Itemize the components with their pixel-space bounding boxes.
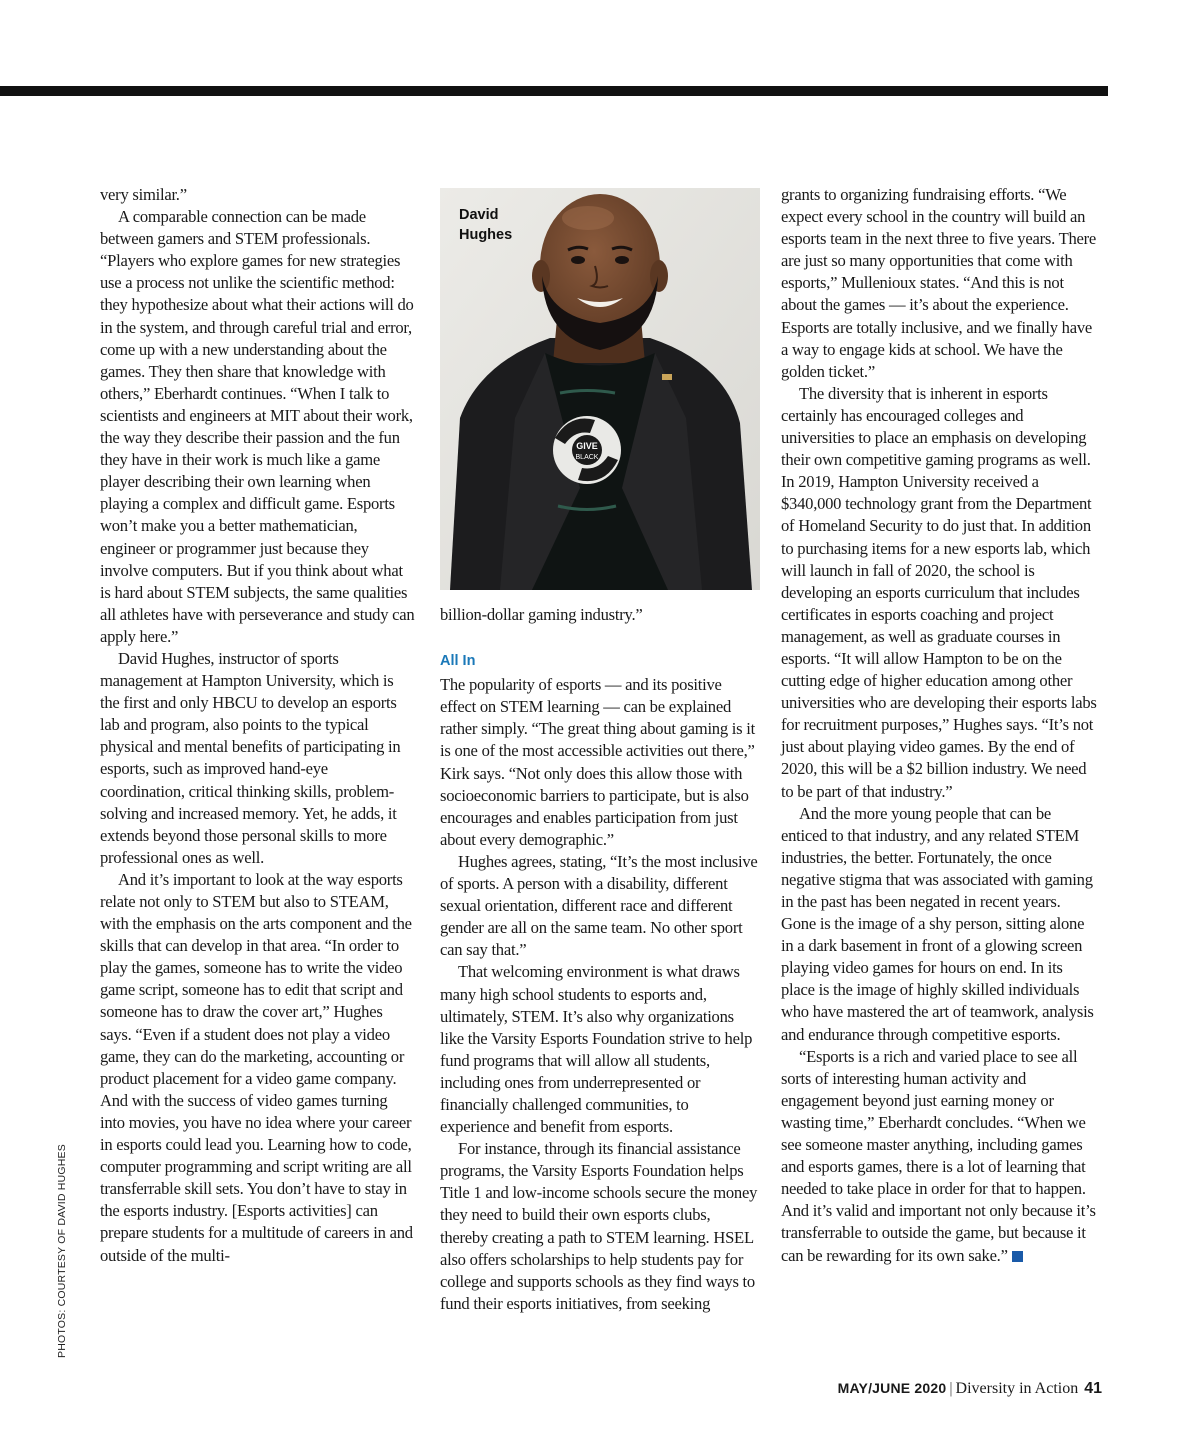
paragraph: A comparable connection can be made between gamers and STEM professionals. “Players who explore games for new strategies use a process not unlike the scientific method: they hypothesize about what their actions will do in the system, and through careful trial and error, come up with a new understanding about the games. They then share that knowledge with others,” Eberhardt continues. “When I talk to scientists and engineers at MIT about their work, the way they describe their passion and the fun they have in their work is much like a game player describing their own learning when playing a complex and difficult game. Esports won’t make you a better mathematician, engineer or programmer just because they involve computers. But if you think about what is hard about STEM subjects, the same qualities all athletes have with perseverance and study can apply here.” [100, 207, 415, 646]
issue-date: MAY/JUNE 2020 [837, 1380, 947, 1396]
section-subhead: All In [440, 653, 476, 670]
shirt-text: BLACK [575, 454, 599, 461]
paragraph: Hughes agrees, stating, “It’s the most inclusive of sports. A person with a disability, different sexual orientation, different race and different gender are all on the same team. No other sport can say that.” [440, 851, 758, 960]
paragraph: grants to organizing fundraising efforts. “We expect every school in the country will build an esports team in the next three to five years. There are just so many opportunities that come with esports,” Mullenioux states. “And this is not about the games — it’s about the experience. Esports are totally inclusive, and we finally have a way to engage kids at school. We have the golden ticket.” [781, 185, 1097, 381]
magazine-name: Diversity in Action [955, 1380, 1079, 1397]
paragraph: For instance, through its financial assistance programs, the Varsity Esports Foundation helps Title 1 and low-income schools secure the money they need to build their own esports clubs, thereby creating a path to STEM learning. HSEL also offers scholarships to help students pay for college and supports schools as they find ways to fund their esports initiatives, from seeking [440, 1139, 758, 1313]
paragraph: David Hughes, instructor of sports management at Hampton University, which is the first and only HBCU to develop an esports lab and program, also points to the typical physical and mental benefits of participating in esports, such as improved hand-eye coordination, critical thinking skills, problem-solving and increased memory. Yet, he adds, it extends beyond those personal skills to more professional ones as well. [100, 648, 401, 867]
article-column-2 [440, 604, 758, 1315]
paragraph: billion-dollar gaming industry.” [440, 605, 643, 624]
portrait-illustration [440, 188, 760, 590]
caption-line: David [459, 207, 499, 223]
paragraph-text: “Esports is a rich and varied place to see all sorts of interesting human activity and engagement beyond just earning money or wasting time,” Eberhardt concludes. “When we see someone master anything, including games and esports games, there is a lot of learning that needed to take place in order for that to happen. And it’s valid and important not only because it’s transferrable to outside the game, but because it can be rewarding for its own sake.” [781, 1046, 1096, 1265]
article-column-3 [781, 184, 1099, 1267]
page-number: 41 [1084, 1380, 1102, 1397]
portrait-photo [440, 188, 760, 590]
end-of-article-mark [1012, 1251, 1023, 1262]
shirt-text: GIVE [576, 441, 598, 451]
paragraph: The popularity of esports — and its positive effect on STEM learning — can be explained rather simply. “The great thing about gaming is it is one of the most accessible activities out there,” Kirk says. “Not only does this allow those with socioeconomic barriers to participate, but is also encourages and enables participation from just about every demographic.” [440, 675, 755, 849]
photo-caption [459, 205, 512, 245]
top-rule [0, 86, 1108, 96]
caption-line: Hughes [459, 227, 513, 243]
paragraph: And the more young people that can be enticed to that industry, and any related STEM industries, the better. Fortunately, the once negative stigma that was associated with gaming in the past has been negated in recent years. Gone is the image of a shy person, sitting alone in a dark basement in front of a glowing screen playing video games for hours on end. In its place is the image of highly skilled individuals who have mastered the art of teamwork, analysis and endurance through competitive esports. [781, 803, 1094, 1044]
paragraph: The diversity that is inherent in esports certainly has encouraged colleges and universities to place an emphasis on developing their own competitive gaming programs as well. In 2019, Hampton University received a $340,000 technology grant from the Department of Homeland Security to do just that. In addition to purchasing items for a new esports lab, which will launch in fall of 2020, the school is developing an esports curriculum that includes certificates in esports coaching and project management, as well as graduate courses in esports. “It will allow Hampton to be on the cutting edge of higher education among other universities who are developing their esports labs for recruitment purposes,” Hughes says. “It’s not just about playing video games. By the end of 2020, this will be a $2 billion industry. We need to be part of that industry.” [781, 383, 1097, 801]
paragraph [781, 1046, 1099, 1267]
paragraph: That welcoming environment is what draws many high school students to esports and, ultimately, STEM. It’s also why organizations like the Varsity Esports Foundation strive to help fund programs that will allow all students, including ones from underrepresented or financially challenged communities, to experience and benefit from esports. [440, 962, 753, 1137]
photo-credit: PHOTOS: COURTESY OF DAVID HUGHES [56, 1144, 68, 1358]
folio-separator: | [949, 1380, 953, 1397]
article-column-1 [100, 184, 415, 1267]
paragraph: very similar.” [100, 185, 187, 204]
paragraph: And it’s important to look at the way esports relate not only to STEM but also to STEAM, with the emphasis on the arts component and the skills that can develop in that area. “In order to play the games, someone has to write the video game script, someone has to edit that script and someone has to draw the cover art,” Hughes says. “Even if a student does not play a video game, they can do the marketing, accounting or product placement for a video game company. And with the success of video games turning into movies, you have no idea where your career in esports could lead you. Learning how to code, computer programming and script writing are all transferrable skill sets. You don’t have to stay in the esports industry. [Esports activities] can prepare students for a multitude of careers in and outside of the multi- [100, 869, 413, 1265]
page-folio [838, 1380, 1102, 1398]
